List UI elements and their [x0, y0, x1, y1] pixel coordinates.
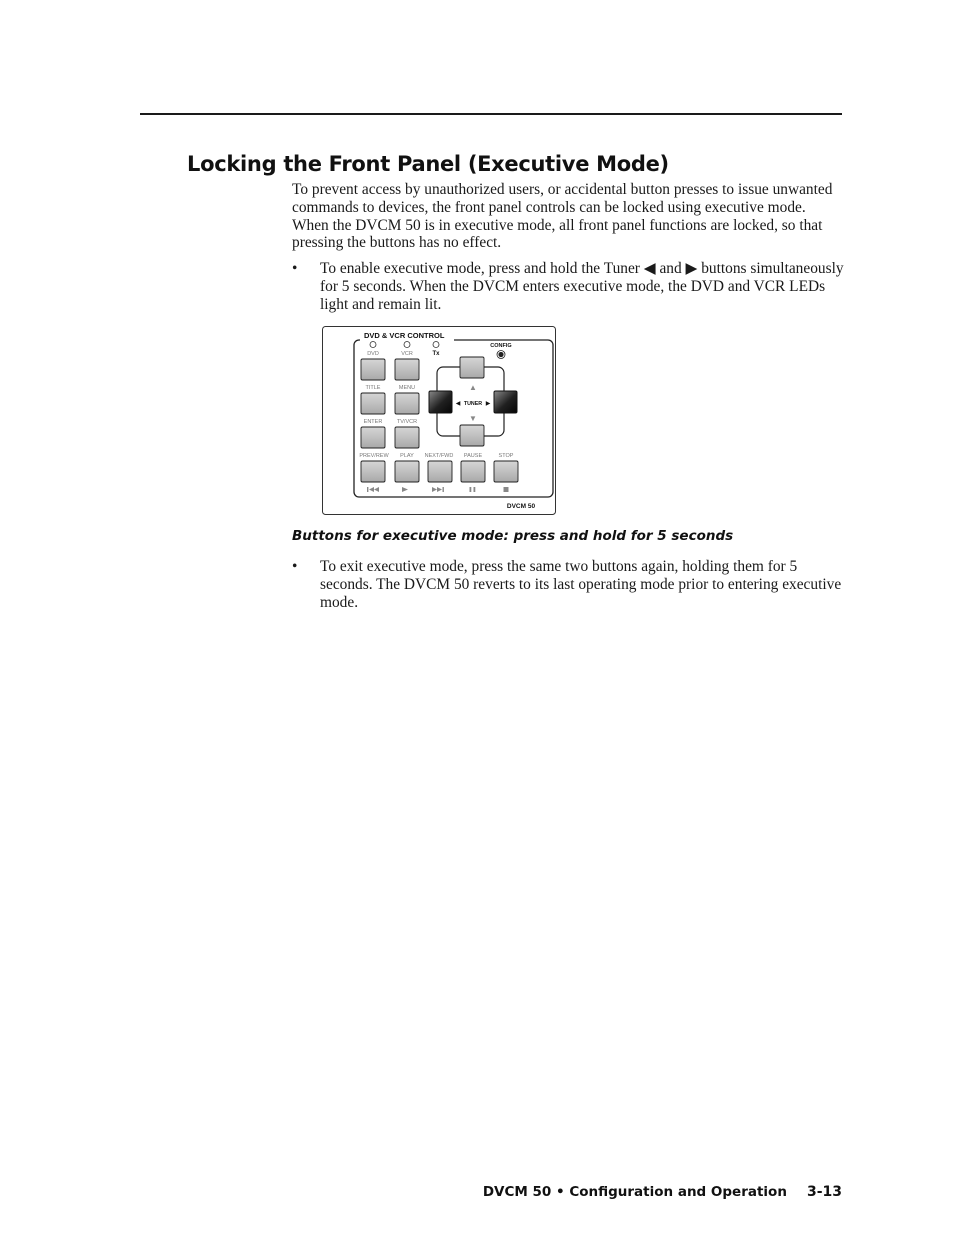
front-panel-figure	[322, 326, 556, 520]
led-label-dvd: DVD	[367, 351, 379, 357]
play-label: PLAY	[400, 453, 414, 459]
tvvcr-label: TV/VCR	[396, 419, 418, 425]
page-number: 3-13	[806, 1184, 842, 1200]
prevrew-button[interactable]	[361, 461, 385, 482]
intro-paragraph: To prevent access by unauthorized users, or accidental button presses to issue unwanted commands to devices, the front panel controls can be locked using executive mode. When the DVCM 50 is in executive mode, all front panel functions are locked, so that pressing the buttons has no effect.	[292, 181, 833, 252]
page-footer	[483, 1184, 842, 1200]
bullet-text: To exit executive mode, press the same two buttons again, holding them for 5 seconds. The DVCM 50 reverts to its last operating mode prior to entering executive mode.	[320, 558, 842, 611]
stop-icon	[504, 487, 509, 492]
tx-led	[433, 342, 439, 348]
title-button[interactable]	[361, 393, 385, 414]
tuner-right-arrow-icon: ▶	[485, 401, 491, 407]
stop-label: STOP	[498, 453, 514, 459]
nextfwd-button[interactable]	[428, 461, 452, 482]
vcr-button[interactable]	[395, 359, 419, 380]
up-arrow-icon: ▲	[469, 383, 477, 392]
top-rule	[140, 113, 842, 115]
tuner-label: TUNER	[463, 401, 483, 407]
figure-caption: Buttons for executive mode: press and hold for 5 seconds	[292, 528, 734, 544]
bullet-marker: •	[292, 260, 298, 277]
bullet-marker: •	[292, 558, 298, 575]
menu-label: MENU	[398, 385, 416, 391]
tuner-up-button[interactable]	[460, 357, 484, 378]
dvd-led	[370, 342, 376, 348]
tuner-left-button[interactable]	[429, 391, 452, 413]
footer-title: DVCM 50 • Configuration and Operation	[482, 1184, 787, 1200]
enter-button[interactable]	[361, 427, 385, 448]
section-label: DVD & VCR CONTROL	[364, 331, 445, 340]
config-button[interactable]	[498, 352, 503, 357]
tuner-right-button[interactable]	[494, 391, 517, 413]
bullet-text: To enable executive mode, press and hold the Tuner ◀ and ▶ buttons simultaneously for 5 seconds. When the DVCM enters executive mode, the DVD and VCR LEDs light and remain lit.	[320, 260, 844, 313]
led-label-vcr: VCR	[401, 351, 413, 357]
model-label: DVCM 50	[506, 503, 536, 510]
front-panel-diagram	[322, 326, 556, 516]
stop-button[interactable]	[494, 461, 518, 482]
dvd-button[interactable]	[361, 359, 385, 380]
pause-label: PAUSE	[463, 453, 483, 459]
enter-label: ENTER	[363, 419, 383, 425]
tuner-left-arrow-icon: ◀	[455, 401, 461, 407]
play-button[interactable]	[395, 461, 419, 482]
down-arrow-icon: ▼	[469, 414, 477, 423]
page-title: Locking the Front Panel (Executive Mode)	[187, 152, 669, 176]
pause-button[interactable]	[461, 461, 485, 482]
menu-button[interactable]	[395, 393, 419, 414]
vcr-led	[404, 342, 410, 348]
title-label: TITLE	[365, 385, 381, 391]
prevrew-label: PREV/REW	[359, 453, 389, 459]
led-label-tx: Tx	[432, 351, 440, 357]
tvvcr-button[interactable]	[395, 427, 419, 448]
tuner-down-button[interactable]	[460, 425, 484, 446]
config-label: CONFIG	[490, 343, 512, 349]
nextfwd-label: NEXT/FWD	[424, 453, 454, 459]
